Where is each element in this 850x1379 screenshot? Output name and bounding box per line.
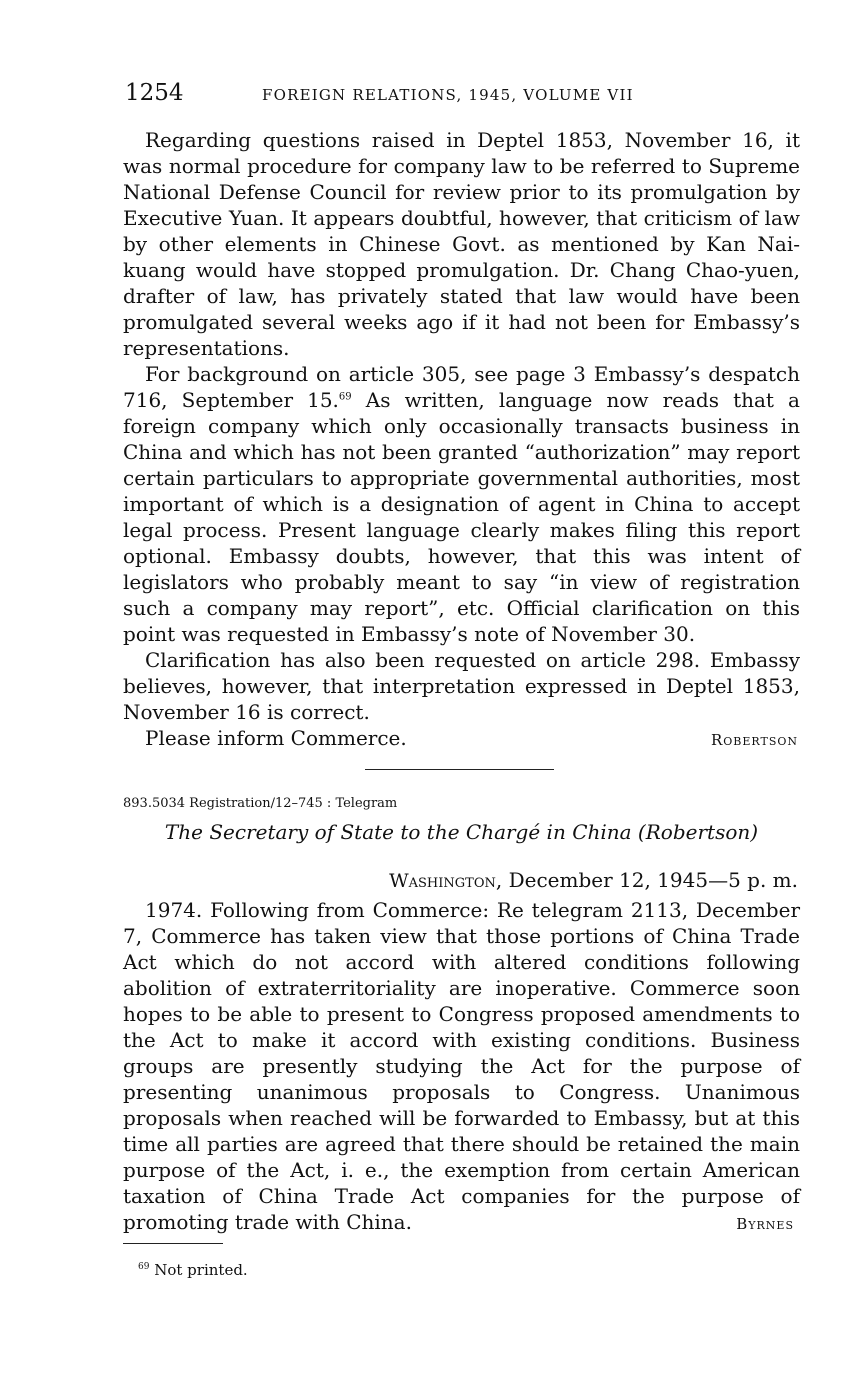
footnote [138,1261,248,1279]
paragraph: Regarding questions raised in Deptel 1853, November 16, it was normal procedure for company law to be referred to Supreme National Defense Council for review prior to its promulgation by Executive Yuan. It appears doubtful, however, that criticism of law by other elements in Chinese Govt. as mentioned by Kan Nai-kuang would have stopped promulgation. Dr. Chang Chao-yuen, drafter of law, has privately stated that law would have been promulgated several weeks ago if it had not been for Embassy’s representations. [123,128,800,360]
signature-byrnes: Byrnes [736,1215,794,1233]
second-document-body [123,897,800,1235]
dateline-place: Washington [389,870,496,892]
dateline-date: , December 12, 1945—5 p. m. [495,868,798,892]
running-head: FOREIGN RELATIONS, 1945, VOLUME VII [262,86,634,104]
footnote-divider [123,1243,223,1244]
paragraph-text: As written, language now reads that a foreign company which only occasionally transacts business in China and which has not been granted “authorization” may report certain particulars to appropriate governmental authorities, most important of which is a designation of agent in China to accept legal process. Present language clearly makes filing this report optional. Embassy doubts, however, that this was intent of legislators who probably meant to say “in view of registration such a company may report”, etc. Official clarification on this point was requested in Embassy’s note of November 30. [123,388,800,646]
first-document-body [123,127,800,751]
document-title: The Secretary of State to the Chargé in China (Robertson) [164,820,759,844]
page-header [125,80,805,110]
signature-robertson: Robertson [710,731,798,749]
footnote-reference: 69 [338,391,352,403]
page-number: 1254 [125,80,184,106]
paragraph [123,361,800,647]
file-reference: 893.5034 Registration/12–745 : Telegram [123,796,398,811]
dateline [389,868,798,892]
paragraph-text: For background on article 305, see page 3 Embassy’s despatch 716, September 15. [123,362,800,412]
paragraph: Clarification has also been requested on article 298. Embassy believes, however, that interpretation expressed in Deptel 1853, November 16 is correct. [123,648,800,724]
paragraph: Please inform Commerce. [145,726,407,750]
paragraph: 1974. Following from Commerce: Re telegram 2113, December 7, Commerce has taken view that those portions of China Trade Act which do not accord with altered conditions following abolition of extraterritoriality are inoperative. Commerce soon hopes to be able to present to Congress proposed amendments to the Act to make it accord with existing conditions. Business groups are presently studying the Act for the purpose of presenting unanimous proposals to Congress. Unanimous proposals when reached will be forwarded to Embassy, but at this time all parties are agreed that there should be retained the main purpose of the Act, i. e., the exemption from certain American taxation of China Trade Act companies for the purpose of promoting trade with China. [123,898,800,1234]
section-divider [365,769,554,770]
footnote-number: 69 [138,1262,150,1272]
footnote-text: Not printed. [154,1261,248,1279]
